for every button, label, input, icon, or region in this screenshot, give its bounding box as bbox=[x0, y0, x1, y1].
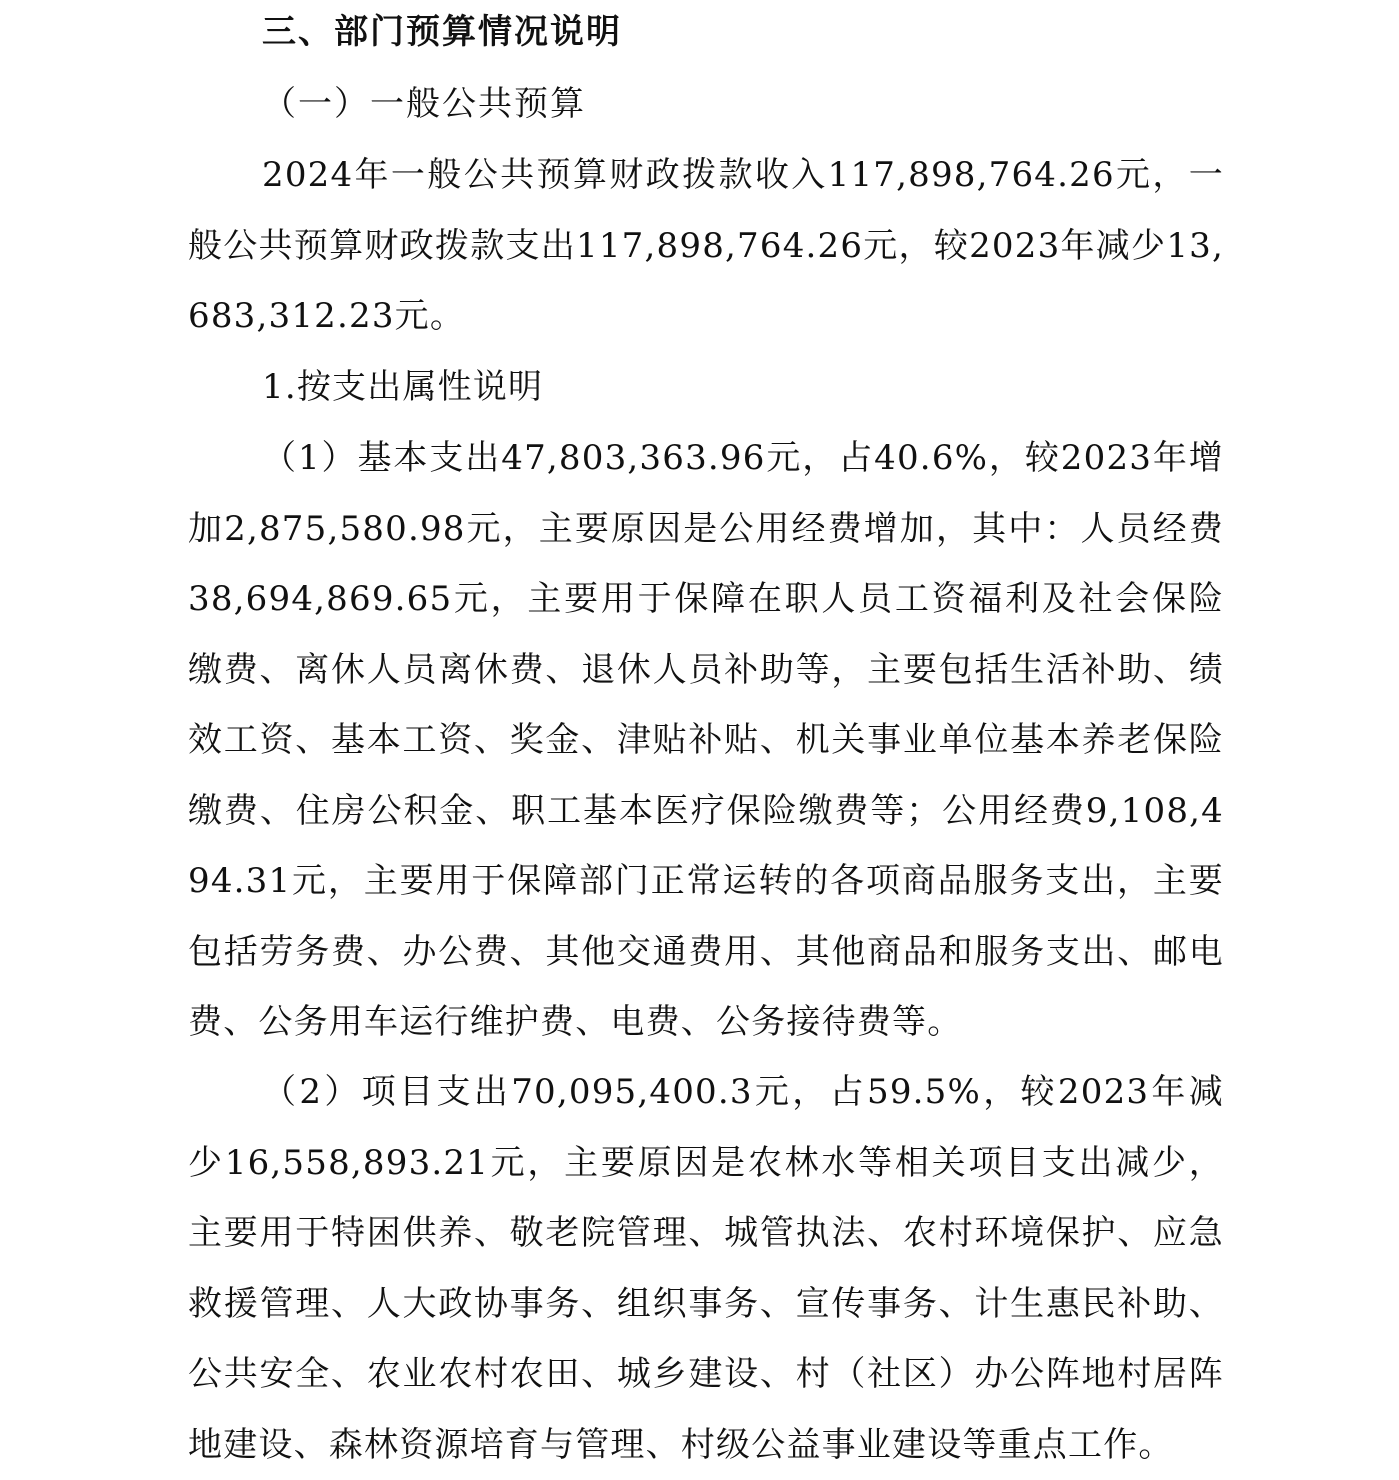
paragraph-budget-summary: 2024年一般公共预算财政拨款收入117,898,764.26元，一般公共预算财政拨款支出117,898,764.26元，较2023年减少13,683,312.23元。 bbox=[188, 155, 1224, 336]
subsection-heading: （一）一般公共预算 bbox=[262, 84, 586, 124]
paragraph-basic-expenditure: （1）基本支出47,803,363.96元，占40.6%，较2023年增加2,875,580.98元，主要原因是公用经费增加，其中：人员经费38,694,869.65元，主要用于保障在职人员工资福利及社会保险缴费、离休人员离休费、退休人员补助等，主要包括生活补助、绩效工资、基本工资、奖金、津贴补贴、机关事业单位基本养老保险缴费、住房公积金、职工基本医疗保险缴费等；公用经费9,108,494.31元，主要用于保障部门正常运转的各项商品服务支出，主要包括劳务费、办公费、其他交通费用、其他商品和服务支出、邮电费、公务用车运行维护费、电费、公务接待费等。 bbox=[188, 438, 1224, 1042]
section-heading: 三、部门预算情况说明 bbox=[262, 12, 622, 52]
paragraph-expenditure-attribute-title: 1.按支出属性说明 bbox=[262, 367, 544, 407]
paragraph-project-expenditure: （2）项目支出70,095,400.3元，占59.5%，较2023年减少16,558,893.21元，主要原因是农林水等相关项目支出减少，主要用于特困供养、敬老院管理、城管执法、农村环境保护、应急救援管理、人大政协事务、组织事务、宣传事务、计生惠民补助、公共安全、农业农村农田、城乡建设、村（社区）办公阵地村居阵地建设、森林资源培育与管理、村级公益事业建设等重点工作。 bbox=[188, 1072, 1224, 1465]
